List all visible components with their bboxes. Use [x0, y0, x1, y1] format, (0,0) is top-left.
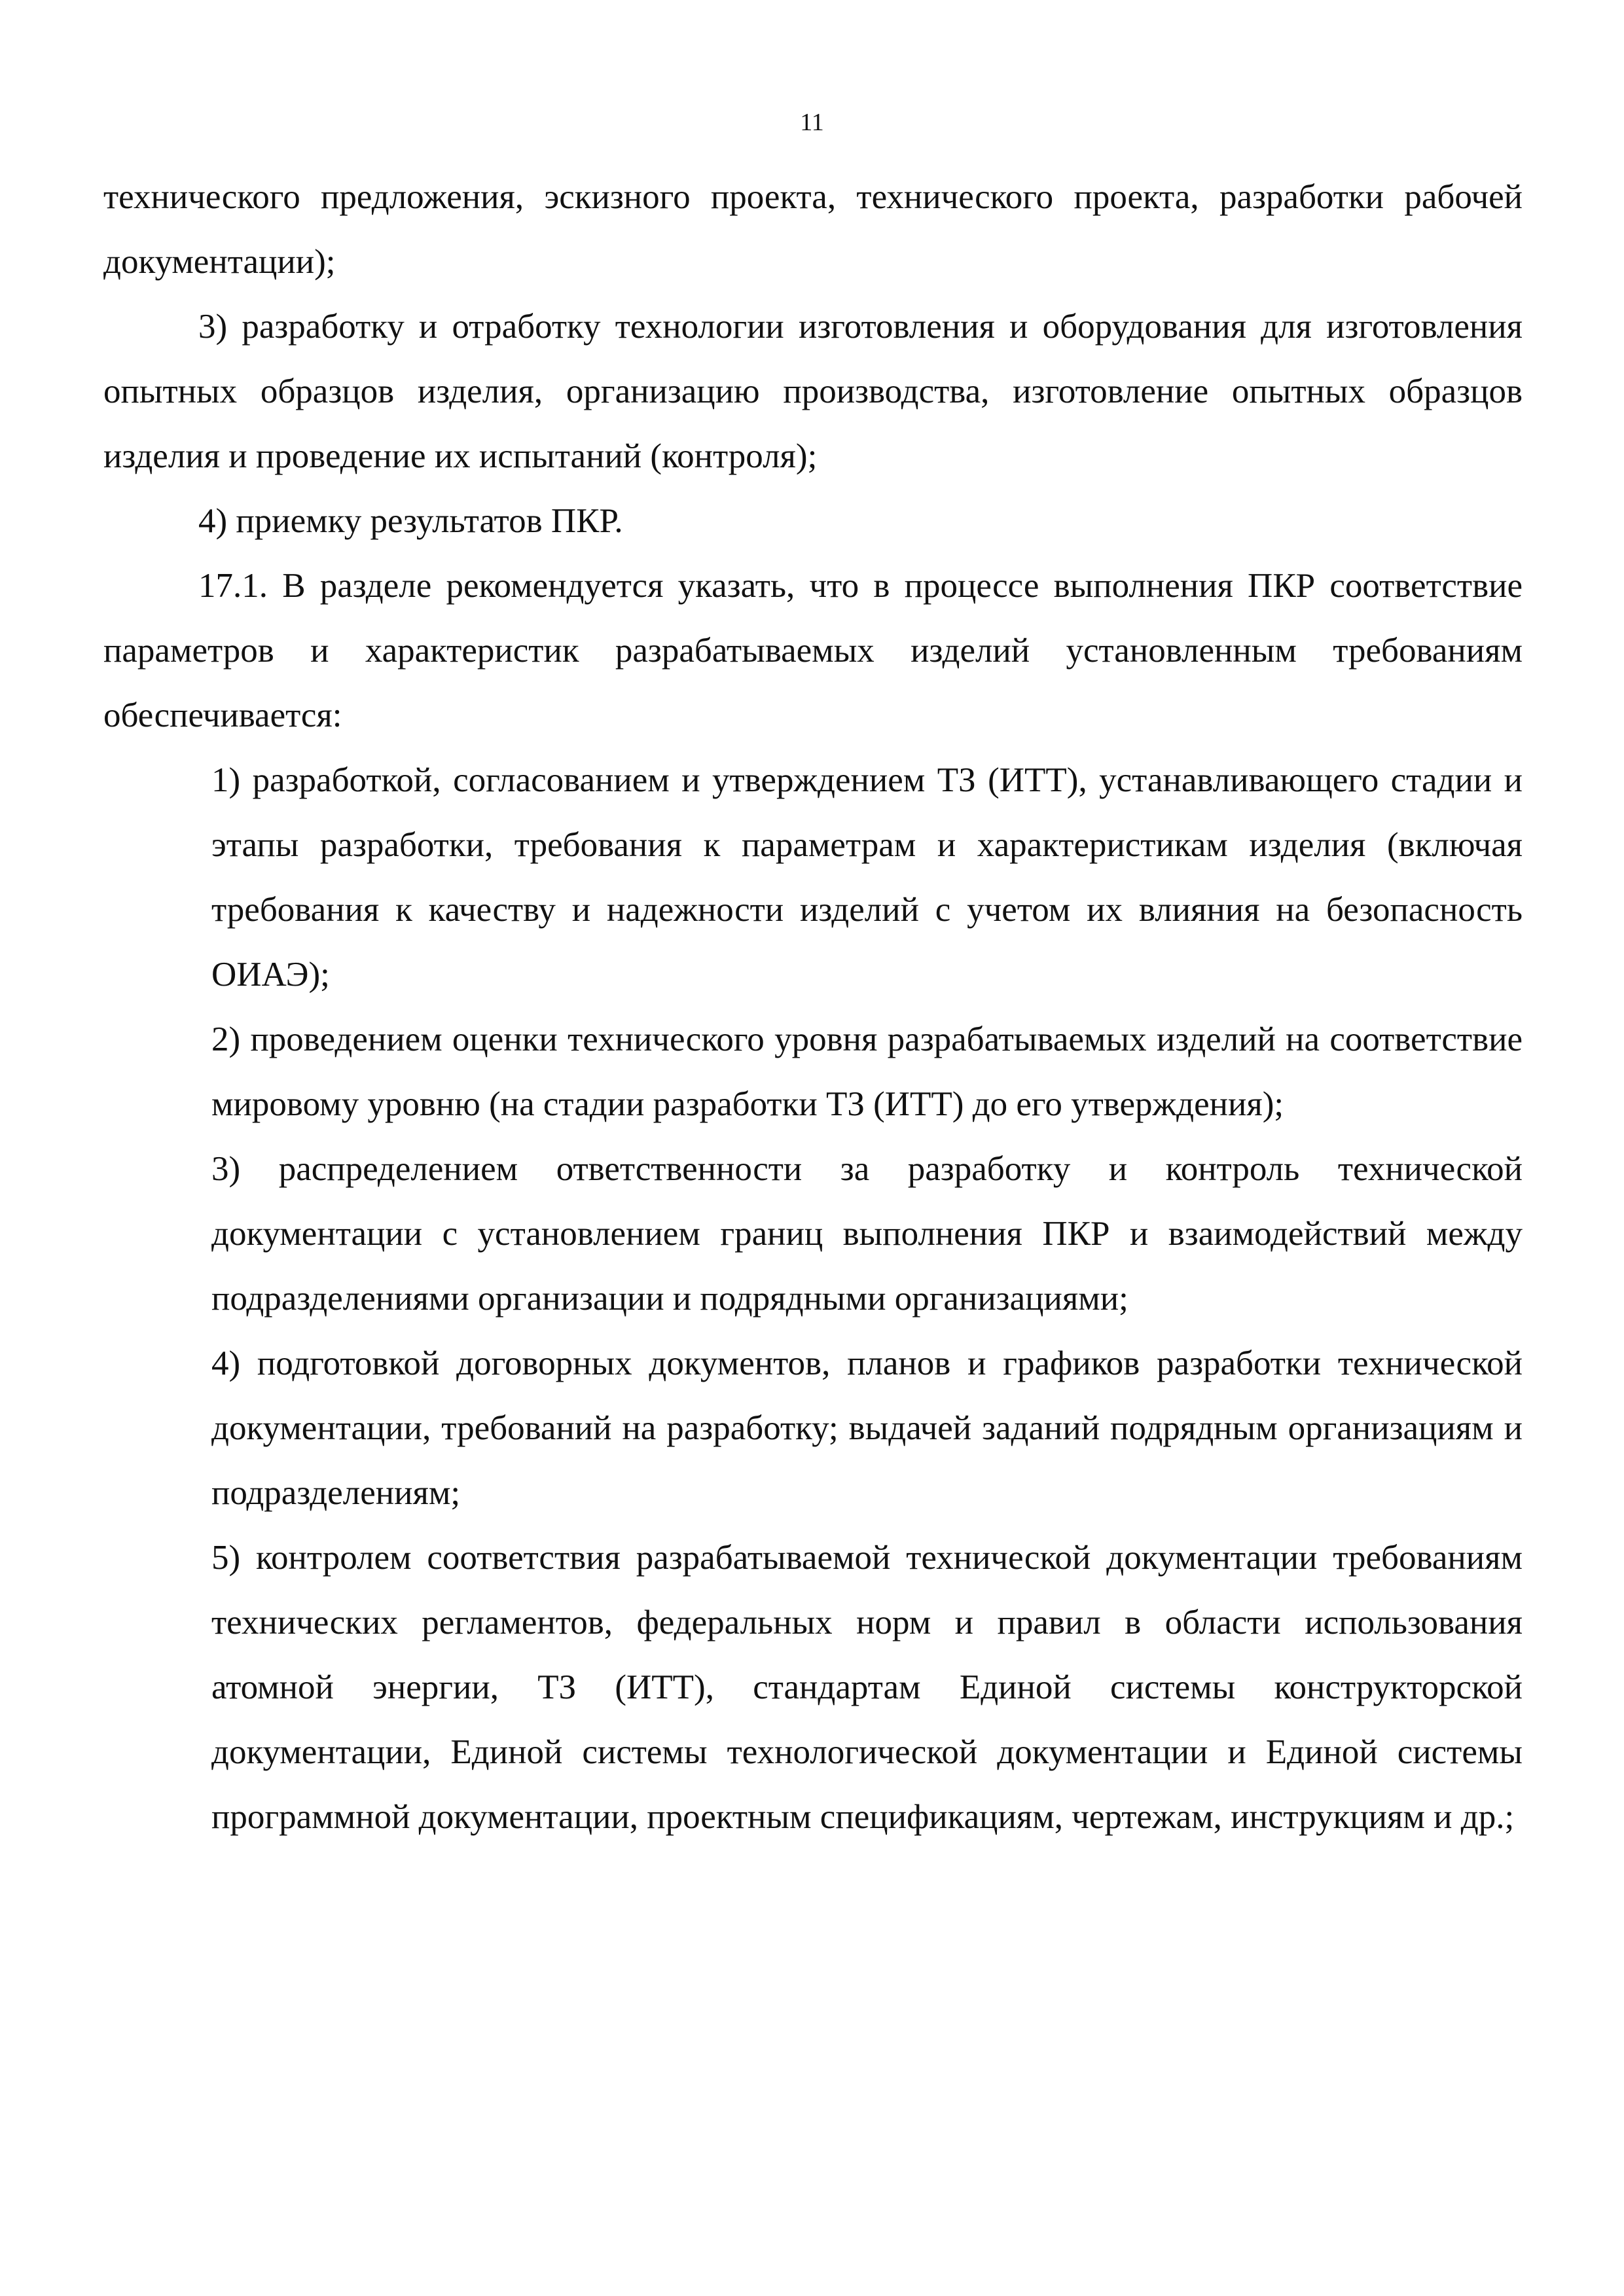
list-item-2: 2) проведением оценки технического уровня разрабатываемых изделий на соответствие мировому уровню (на стадии разработки ТЗ (ИТТ) до его утверждения); — [211, 1020, 1523, 1123]
paragraph-item-4: 4) приемку результатов ПКР. — [198, 502, 623, 540]
document-body — [103, 165, 1523, 1850]
list-item-1: 1) разработкой, согласованием и утверждением ТЗ (ИТТ), устанавливающего стадии и этапы разработки, требования к параметрам и характеристикам изделия (включая требования к качеству и надежности изделий с учетом их влияния на безопасность ОИАЭ); — [211, 761, 1523, 994]
paragraph-17-1: 17.1. В разделе рекомендуется указать, что в процессе выполнения ПКР соответствие параметров и характеристик разрабатываемых изделий установленным требованиям обеспечивается: — [103, 567, 1523, 734]
list-item-3: 3) распределением ответственности за разработку и контроль технической документации с установлением границ выполнения ПКР и взаимодействий между подразделениями организации и подрядными организациями; — [211, 1150, 1523, 1318]
list-item-5: 5) контролем соответствия разрабатываемой технической документации требованиям технических регламентов, федеральных норм и правил в области использования атомной энергии, ТЗ (ИТТ), стандартам Единой системы конструкторской документации, Единой системы технологической документации и Единой системы программной документации, проектным спецификациям, чертежам, инструкциям и др.; — [211, 1539, 1523, 1836]
list-item-4: 4) подготовкой договорных документов, планов и графиков разработки технической документации, требований на разработку; выдачей заданий подрядным организациям и подразделениям; — [211, 1344, 1523, 1512]
paragraph-item-3: 3) разработку и отработку технологии изготовления и оборудования для изготовления опытных образцов изделия, организацию производства, изготовление опытных образцов изделия и проведение их испытаний (контроля); — [103, 308, 1523, 475]
paragraph-continuation: технического предложения, эскизного проекта, технического проекта, разработки рабочей документации); — [103, 178, 1523, 281]
page-number: 11 — [800, 109, 824, 136]
